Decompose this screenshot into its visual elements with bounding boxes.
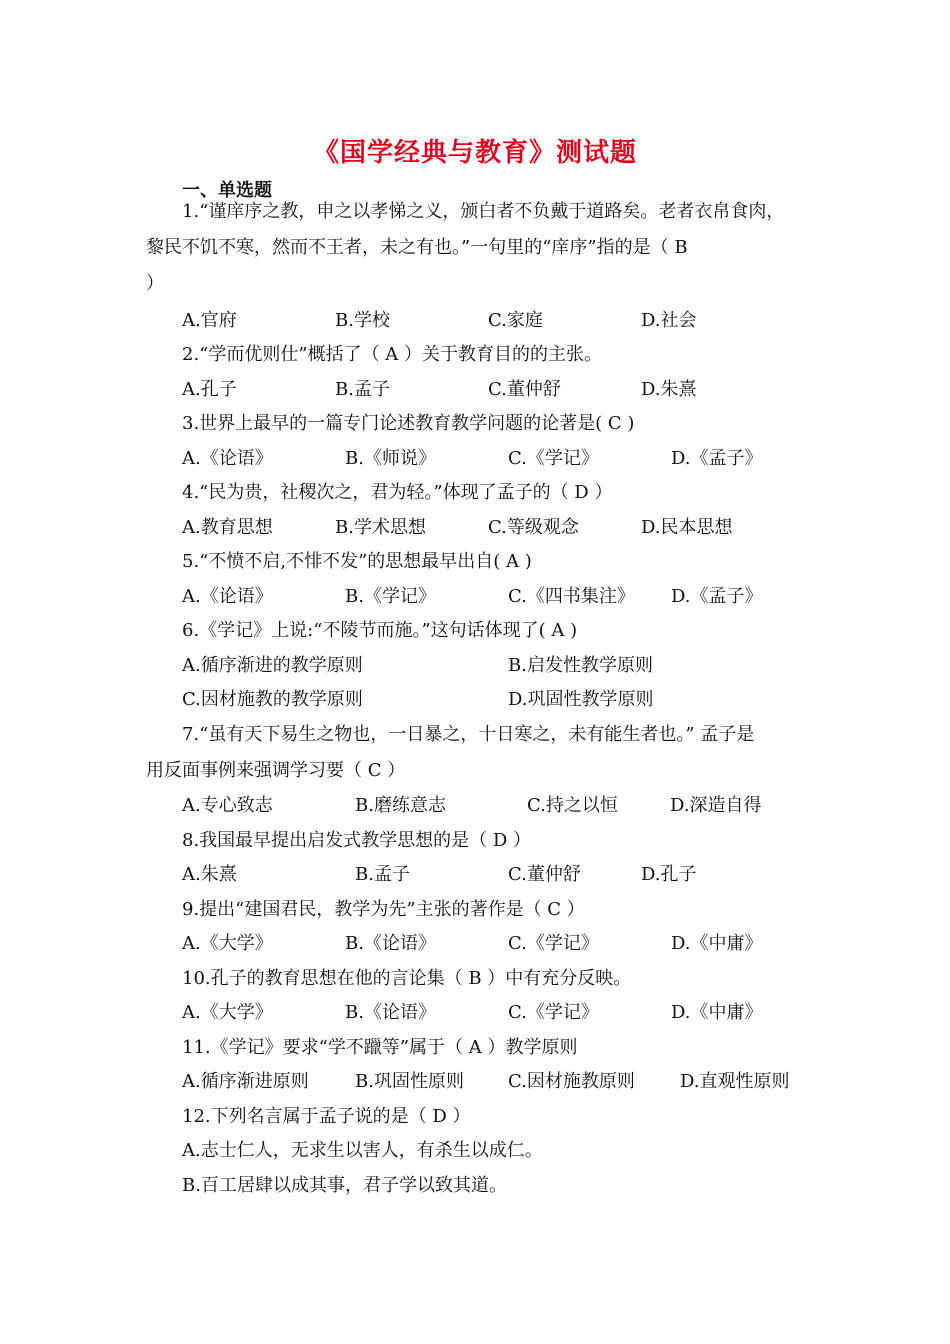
question-4-option-d: D.民本思想 xyxy=(641,517,733,538)
question-9-option-c: C.《学记》 xyxy=(508,933,599,954)
question-6-option-a: A.循序渐进的教学原则 xyxy=(182,655,363,676)
question-5-option-b: B.《学记》 xyxy=(345,586,436,607)
question-3-option-d: D.《孟子》 xyxy=(671,448,763,469)
question-10-option-b: B.《论语》 xyxy=(345,1002,436,1023)
question-6-option-b: B.启发性教学原则 xyxy=(508,655,653,676)
question-6-option-c: C.因材施教的教学原则 xyxy=(182,689,363,710)
question-7-option-c: C.持之以恒 xyxy=(527,795,618,816)
question-3-option-a: A.《论语》 xyxy=(182,448,273,469)
question-11-option-d: D.直观性原则 xyxy=(680,1071,790,1092)
question-10-option-a: A.《大学》 xyxy=(182,1002,273,1023)
question-9-option-b: B.《论语》 xyxy=(345,933,436,954)
question-2-text: 2.“学而优则仕”概括了（ A ）关于教育目的的主张。 xyxy=(182,344,603,365)
question-10-option-c: C.《学记》 xyxy=(508,1002,599,1023)
question-3-text: 3.世界上最早的一篇专门论述教育教学问题的论著是( C ) xyxy=(182,413,635,434)
question-7-line-2: 用反面事例来强调学习要（ C ） xyxy=(146,760,406,781)
question-9-text: 9.提出“建国君民，教学为先”主张的著作是（ C ） xyxy=(182,899,585,920)
question-10-option-d: D.《中庸》 xyxy=(671,1002,763,1023)
question-8-option-b: B.孟子 xyxy=(355,864,410,885)
question-5-option-c: C.《四书集注》 xyxy=(508,586,635,607)
question-10-text: 10.孔子的教育思想在他的言论集（ B ）中有充分反映。 xyxy=(182,968,632,989)
question-9-option-d: D.《中庸》 xyxy=(671,933,763,954)
question-8-option-d: D.孔子 xyxy=(641,864,697,885)
question-6-option-d: D.巩固性教学原则 xyxy=(508,689,654,710)
question-12-option-a: A.志士仁人，无求生以害人，有杀生以成仁。 xyxy=(182,1140,543,1161)
question-6-text: 6.《学记》上说:“不陵节而施。”这句话体现了( A ) xyxy=(182,620,578,641)
question-3-option-c: C.《学记》 xyxy=(508,448,599,469)
question-3-option-b: B.《师说》 xyxy=(345,448,436,469)
question-11-text: 11.《学记》要求“学不躐等”属于（ A ）教学原则 xyxy=(182,1037,578,1058)
question-11-option-b: B.巩固性原则 xyxy=(355,1071,464,1092)
question-11-option-c: C.因材施教原则 xyxy=(508,1071,635,1092)
question-7-option-b: B.磨练意志 xyxy=(355,795,446,816)
question-1-option-a: A.官府 xyxy=(182,310,237,331)
question-4-option-c: C.等级观念 xyxy=(488,517,579,538)
question-5-option-d: D.《孟子》 xyxy=(671,586,763,607)
question-7-option-d: D.深造自得 xyxy=(670,795,762,816)
question-5-text: 5.“不愤不启,不悱不发”的思想最早出自( A ) xyxy=(182,551,532,572)
document-title: 《国学经典与教育》测试题 xyxy=(312,138,637,168)
question-8-option-c: C.董仲舒 xyxy=(508,864,581,885)
question-8-option-a: A.朱熹 xyxy=(182,864,237,885)
question-8-text: 8.我国最早提出启发式教学思想的是（ D ） xyxy=(182,830,532,851)
question-1-line-3: ） xyxy=(146,273,164,294)
question-1-line-2: 黎民不饥不寒，然而不王者，未之有也。”一句里的“庠序”指的是（ B xyxy=(146,237,688,258)
question-4-text: 4.“民为贵，社稷次之，君为轻。”体现了孟子的（ D ） xyxy=(182,482,613,503)
question-2-option-c: C.董仲舒 xyxy=(488,379,561,400)
question-1-line-1: 1.“谨庠序之教，申之以孝悌之义，颁白者不负戴于道路矣。老者衣帛食肉， xyxy=(182,201,785,222)
question-9-option-a: A.《大学》 xyxy=(182,933,273,954)
question-4-option-a: A.教育思想 xyxy=(182,517,273,538)
question-12-text: 12.下列名言属于孟子说的是（ D ） xyxy=(182,1106,471,1127)
question-4-option-b: B.学术思想 xyxy=(335,517,426,538)
question-11-option-a: A.循序渐进原则 xyxy=(182,1071,309,1092)
question-7-option-a: A.专心致志 xyxy=(182,795,273,816)
question-2-option-a: A.孔子 xyxy=(182,379,237,400)
question-12-option-b: B.百工居肆以成其事，君子学以致其道。 xyxy=(182,1175,507,1196)
question-1-option-d: D.社会 xyxy=(641,310,697,331)
question-1-option-b: B.学校 xyxy=(335,310,390,331)
question-5-option-a: A.《论语》 xyxy=(182,586,273,607)
question-2-option-b: B.孟子 xyxy=(335,379,390,400)
question-2-option-d: D.朱熹 xyxy=(641,379,697,400)
section-heading: 一、单选题 xyxy=(182,180,272,201)
question-7-line-1: 7.“虽有天下易生之物也，一日暴之，十日寒之，未有能生者也。” 孟子是 xyxy=(182,724,755,745)
question-1-option-c: C.家庭 xyxy=(488,310,543,331)
